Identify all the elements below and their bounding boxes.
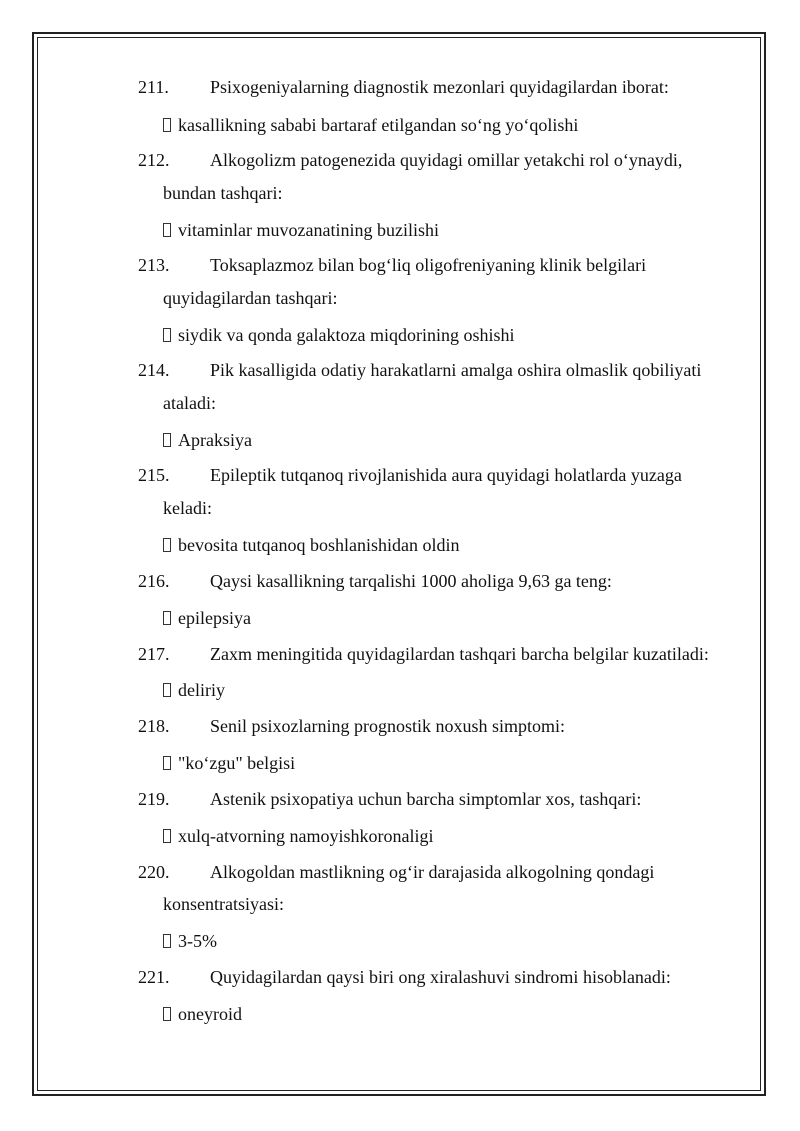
answer-221 bbox=[163, 1004, 242, 1024]
question-number: 213. bbox=[138, 255, 170, 275]
answer-218 bbox=[163, 753, 295, 773]
checkbox-icon bbox=[163, 934, 171, 948]
question-212 bbox=[138, 150, 682, 170]
question-text: Pik kasalligida odatiy harakatlarni amalga oshira olmaslik qobiliyati bbox=[210, 360, 702, 380]
question-number: 214. bbox=[138, 360, 170, 380]
answer-214 bbox=[163, 430, 252, 450]
answer-text: deliriy bbox=[178, 680, 225, 700]
checkbox-icon bbox=[163, 756, 171, 770]
question-text-continued: ataladi: bbox=[163, 393, 216, 413]
question-text: Toksaplazmoz bilan bog‘liq oligofreniyaning klinik belgilari bbox=[210, 255, 647, 275]
answer-text: Apraksiya bbox=[178, 430, 252, 450]
question-number: 212. bbox=[138, 150, 170, 170]
question-number: 211. bbox=[138, 77, 169, 97]
question-218 bbox=[138, 716, 565, 736]
question-216 bbox=[138, 571, 612, 591]
answer-text: 3-5% bbox=[178, 931, 217, 951]
question-text: Alkogolizm patogenezida quyidagi omillar yetakchi rol o‘ynaydi, bbox=[210, 150, 683, 170]
question-213 bbox=[138, 255, 646, 275]
answer-217 bbox=[163, 680, 225, 700]
answer-text: "ko‘zgu" belgisi bbox=[178, 753, 296, 773]
question-220 bbox=[138, 862, 654, 882]
question-text: Psixogeniyalarning diagnostik mezonlari quyidagilardan iborat: bbox=[210, 77, 669, 97]
answer-text: kasallikning sababi bartaraf etilgandan so‘ng yo‘qolishi bbox=[178, 115, 579, 135]
checkbox-icon bbox=[163, 223, 171, 237]
question-text: Quyidagilardan qaysi biri ong xiralashuvi sindromi hisoblanadi: bbox=[210, 967, 671, 987]
answer-216 bbox=[163, 608, 251, 628]
question-214 bbox=[138, 360, 701, 380]
answer-220 bbox=[163, 931, 217, 951]
checkbox-icon bbox=[163, 433, 171, 447]
question-211 bbox=[138, 77, 669, 97]
question-number: 218. bbox=[138, 716, 170, 736]
answer-text: siydik va qonda galaktoza miqdorining oshishi bbox=[178, 325, 515, 345]
question-text: Qaysi kasallikning tarqalishi 1000 aholiga 9,63 ga teng: bbox=[210, 571, 612, 591]
question-text-continued: bundan tashqari: bbox=[163, 183, 283, 203]
checkbox-icon bbox=[163, 1007, 171, 1021]
question-text-continued: quyidagilardan tashqari: bbox=[163, 288, 338, 308]
question-text-continued: konsentratsiyasi: bbox=[163, 894, 284, 914]
question-text: Senil psixozlarning prognostik noxush simptomi: bbox=[210, 716, 565, 736]
question-217 bbox=[138, 644, 709, 664]
checkbox-icon bbox=[163, 118, 171, 132]
question-number: 216. bbox=[138, 571, 170, 591]
question-221 bbox=[138, 967, 671, 987]
checkbox-icon bbox=[163, 328, 171, 342]
answer-211 bbox=[163, 115, 578, 135]
question-215 bbox=[138, 465, 682, 485]
question-text: Alkogoldan mastlikning og‘ir darajasida alkogolning qondagi bbox=[210, 862, 655, 882]
answer-text: xulq-atvorning namoyishkoronaligi bbox=[178, 826, 434, 846]
answer-219 bbox=[163, 826, 433, 846]
question-number: 215. bbox=[138, 465, 170, 485]
question-text: Zaxm meningitida quyidagilardan tashqari barcha belgilar kuzatiladi: bbox=[210, 644, 709, 664]
answer-text: bevosita tutqanoq boshlanishidan oldin bbox=[178, 535, 460, 555]
question-number: 221. bbox=[138, 967, 170, 987]
answer-212 bbox=[163, 220, 439, 240]
answer-text: epilepsiya bbox=[178, 608, 251, 628]
checkbox-icon bbox=[163, 611, 171, 625]
checkbox-icon bbox=[163, 829, 171, 843]
answer-215 bbox=[163, 535, 459, 555]
checkbox-icon bbox=[163, 538, 171, 552]
question-number: 217. bbox=[138, 644, 170, 664]
question-text: Epileptik tutqanoq rivojlanishida aura quyidagi holatlarda yuzaga bbox=[210, 465, 682, 485]
question-number: 219. bbox=[138, 789, 170, 809]
question-number: 220. bbox=[138, 862, 170, 882]
answer-213 bbox=[163, 325, 514, 345]
checkbox-icon bbox=[163, 683, 171, 697]
question-219 bbox=[138, 789, 641, 809]
answer-text: oneyroid bbox=[178, 1004, 242, 1024]
answer-text: vitaminlar muvozanatining buzilishi bbox=[178, 220, 439, 240]
question-text-continued: keladi: bbox=[163, 498, 212, 518]
question-text: Astenik psixopatiya uchun barcha simptomlar xos, tashqari: bbox=[210, 789, 642, 809]
